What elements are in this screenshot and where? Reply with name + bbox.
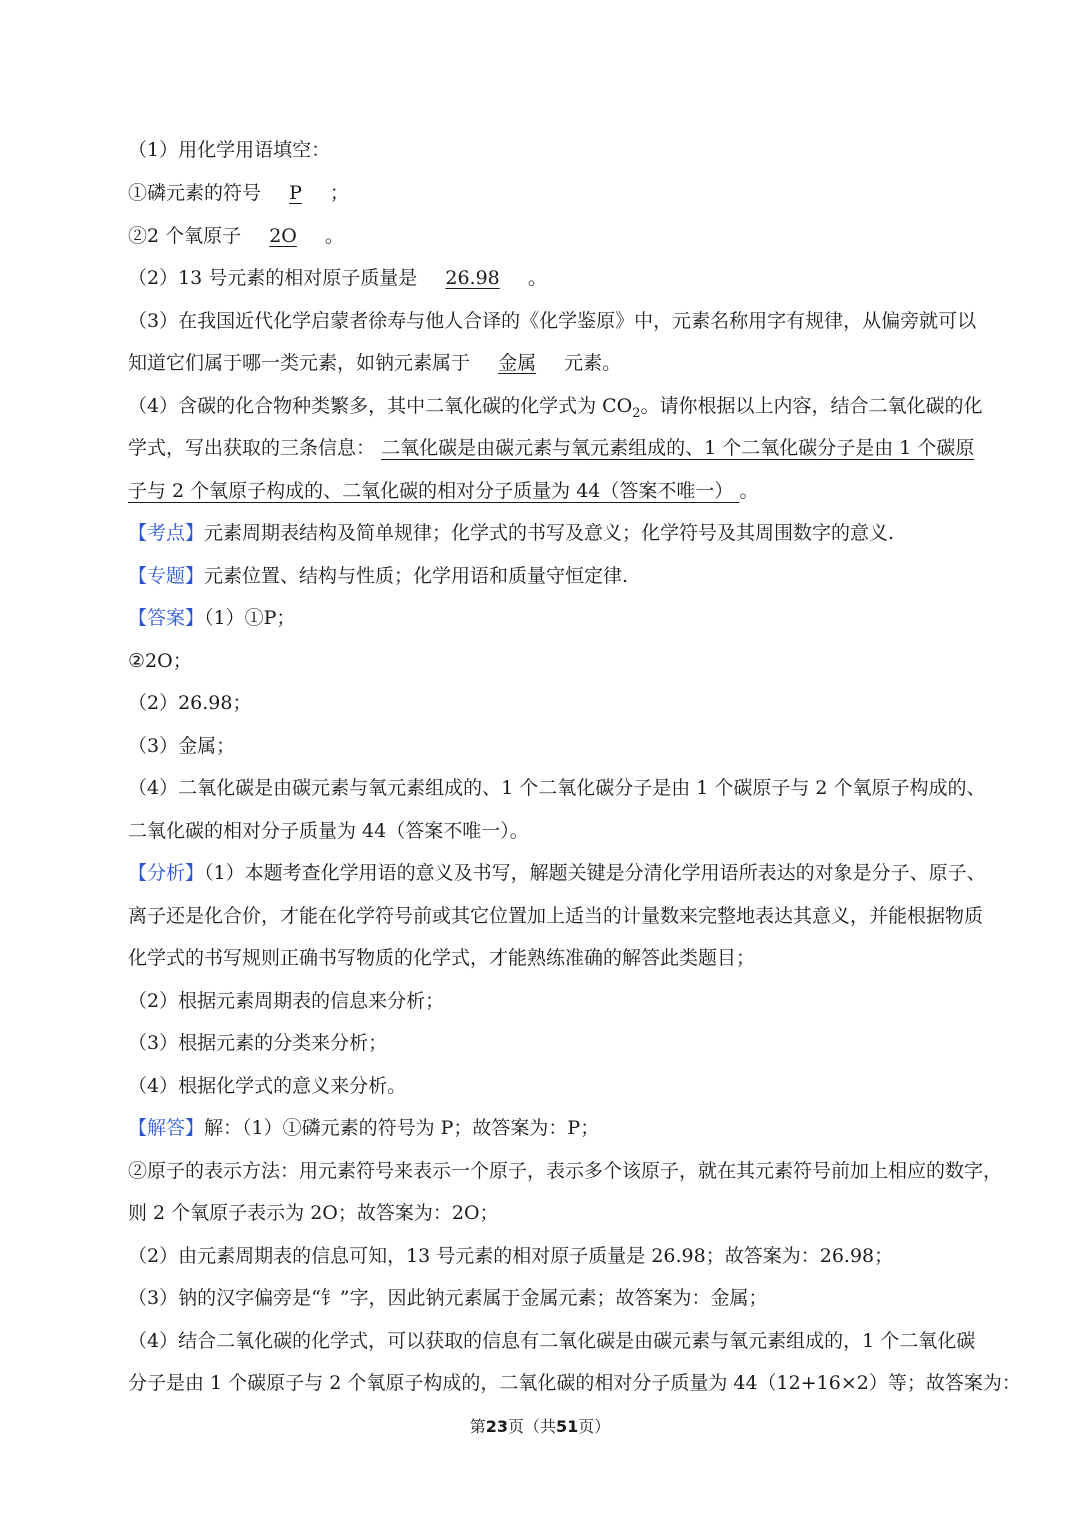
answer-blank: 26.98: [445, 267, 500, 289]
q4-line2: 学式，写出获取的三条信息： 二氧化碳是由碳元素与氧元素组成的、1 个二氧化碳分子是由 1 个碳原: [128, 437, 975, 459]
q1-title: （1）用化学用语填空：: [128, 139, 331, 161]
q1-item-b: ②2 个氧原子 2O 。: [128, 225, 344, 247]
fenxi: 【分析】（1）本题考查化学用语的意义及书写，解题关键是分清化学用语所表达的对象是分子、原子、: [128, 862, 986, 884]
answer-underlined: 二氧化碳是由碳元素与氧元素组成的、1 个二氧化碳分子是由 1 个碳原: [381, 437, 975, 459]
answer-blank: 金属: [498, 352, 537, 374]
fenxi-line6: （4）根据化学式的意义来分析。: [128, 1075, 407, 1097]
page-total: 51: [556, 1417, 579, 1436]
daan-line3: （2）26.98；: [128, 692, 252, 714]
fenxi-line4: （2）根据元素周期表的信息来分析；: [128, 990, 445, 1012]
q4-line1: （4）含碳的化合物种类繁多，其中二氧化碳的化学式为 $CO_2$。请你根据以上内容，结合二氧化碳的化: [128, 395, 983, 421]
zhuanti-tag: 【专题】: [128, 565, 205, 587]
q3-line1: （3）在我国近代化学启蒙者徐寿与他人合译的《化学鉴原》中，元素名称用字有规律，从偏旁就可以: [128, 310, 977, 332]
fenxi-line5: （3）根据元素的分类来分析；: [128, 1032, 388, 1054]
page-number: 23: [485, 1417, 508, 1436]
q1-item-a: ①磷元素的符号 P ；: [128, 182, 349, 204]
jieda-line5: （3）钠的汉字偏旁是“钅”字，因此钠元素属于金属元素；故答案为：金属；: [128, 1287, 768, 1309]
zhuanti: 【专题】元素位置、结构与性质；化学用语和质量守恒定律.: [128, 565, 629, 587]
daan: 【答案】（1）①P；: [128, 607, 296, 629]
daan-line4: （3）金属；: [128, 735, 236, 757]
answer-blank: 2O: [269, 225, 297, 247]
page-footer: 第23页（共51页）: [469, 1417, 611, 1436]
fenxi-tag: 【分析】: [128, 862, 205, 884]
jieda: 【解答】解：（1）①磷元素的符号为 P；故答案为：P；: [128, 1117, 600, 1139]
answer-underlined: 子与 2 个氧原子构成的、二氧化碳的相对分子质量为 44（答案不唯一）: [128, 480, 734, 502]
daan-line5: （4）二氧化碳是由碳元素与氧元素组成的、1 个二氧化碳分子是由 1 个碳原子与 2 个氧原子构成的、: [128, 777, 986, 799]
daan-line6: 二氧化碳的相对分子质量为 44（答案不唯一）。: [128, 820, 529, 842]
jieda-line3: 则 2 个氧原子表示为 2O；故答案为：2O；: [128, 1202, 499, 1224]
jieda-line7: 分子是由 1 个碳原子与 2 个氧原子构成的，二氧化碳的相对分子质量为 44（12+16×2）等；故答案为：: [128, 1372, 1021, 1394]
q4-line3: 子与 2 个氧原子构成的、二氧化碳的相对分子质量为 44（答案不唯一） 。: [128, 480, 759, 502]
q3-line2: 知道它们属于哪一类元素，如钠元素属于 金属 元素。: [128, 352, 622, 374]
kaodian: 【考点】元素周期表结构及简单规律；化学式的书写及意义；化学符号及其周围数字的意义.: [128, 522, 895, 544]
jieda-line6: （4）结合二氧化碳的化学式，可以获取的信息有二氧化碳是由碳元素与氧元素组成的，1 个二氧化碳: [128, 1330, 976, 1352]
jieda-tag: 【解答】: [128, 1117, 205, 1139]
kaodian-tag: 【考点】: [128, 522, 205, 544]
jieda-line4: （2）由元素周期表的信息可知，13 号元素的相对原子质量是 26.98；故答案为：26.98；: [128, 1245, 894, 1267]
fenxi-line2: 离子还是化合价，才能在化学符号前或其它位置加上适当的计量数来完整地表达其意义，并能根据物质: [128, 905, 984, 927]
daan-tag: 【答案】: [128, 607, 205, 629]
daan-line2: ②2O；: [128, 650, 192, 672]
q2: （2）13 号元素的相对原子质量是 26.98 。: [128, 267, 547, 289]
fenxi-line3: 化学式的书写规则正确书写物质的化学式，才能熟练准确的解答此类题目；: [128, 947, 756, 969]
jieda-line2: ②原子的表示方法：用元素符号来表示一个原子，表示多个该原子，就在其元素符号前加上相应的数字，: [128, 1160, 1003, 1182]
answer-blank: P: [289, 182, 302, 204]
